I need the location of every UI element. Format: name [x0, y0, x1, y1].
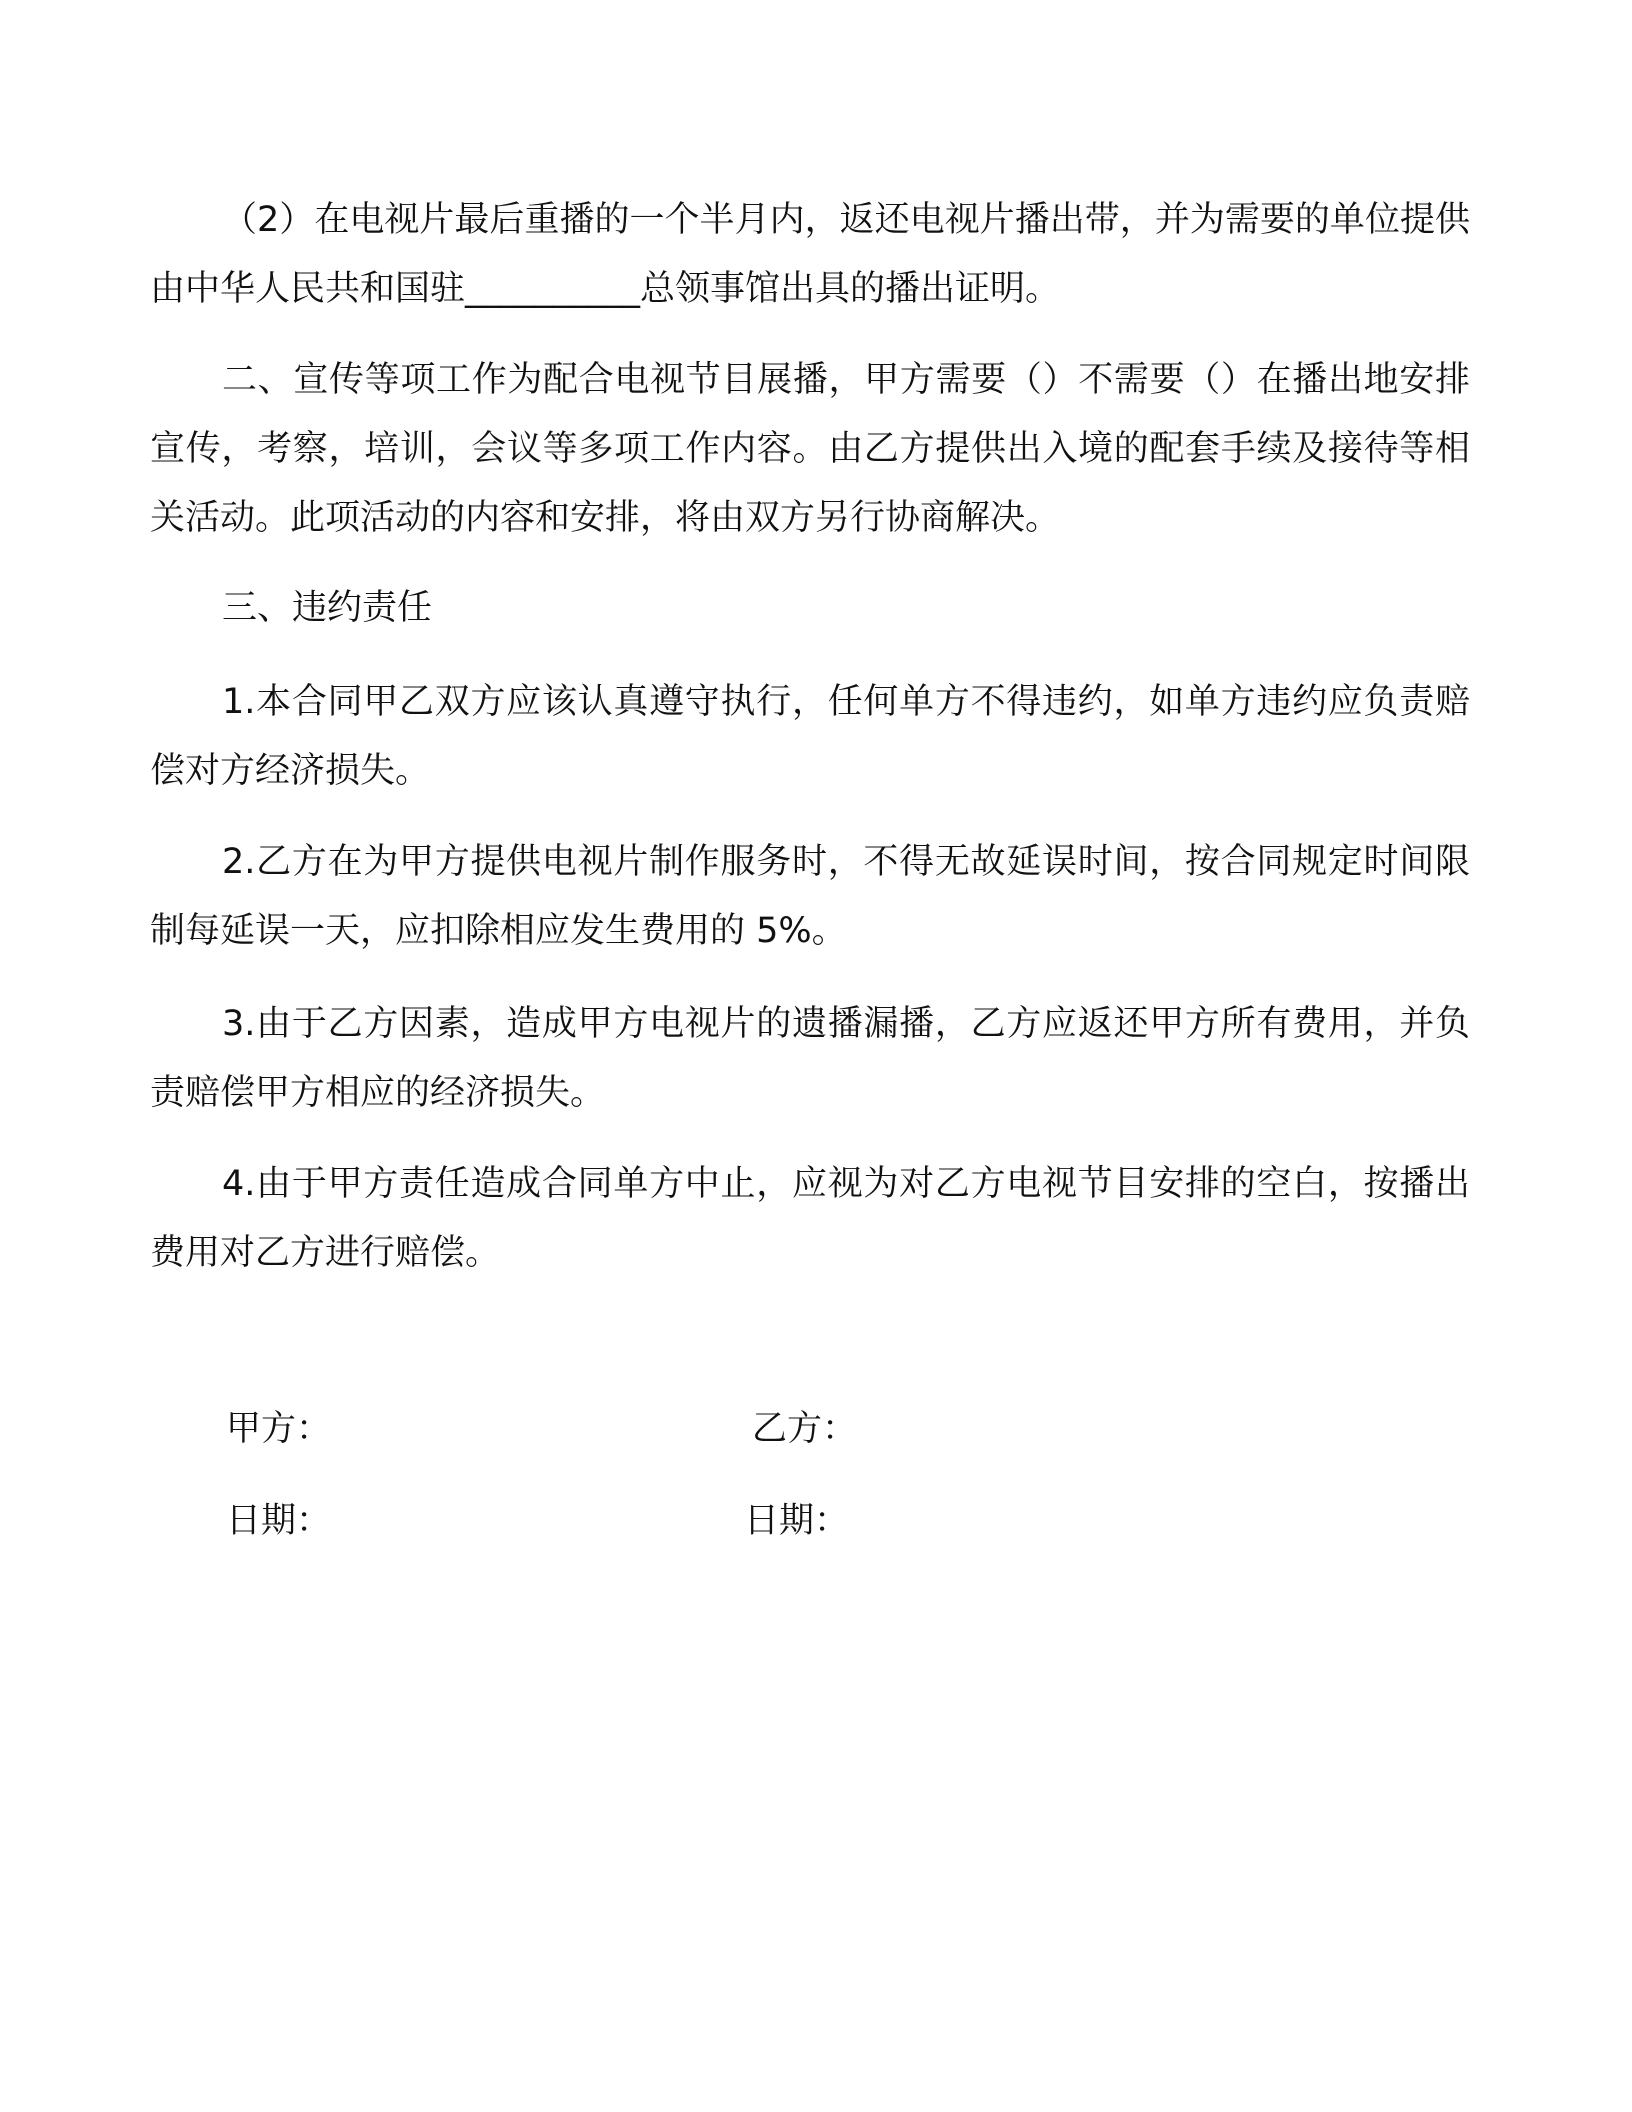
paragraph-broadcast-tape-return: （2）在电视片最后重播的一个半月内，返还电视片播出带，并为需要的单位提供由中华人民共和国驻__________总领事馆出具的播出证明。 [150, 200, 1470, 309]
party-a-label: 甲方： [226, 1409, 332, 1449]
section-heading-breach-liability: 三、违约责任 [222, 588, 433, 628]
party-b-date-label: 日期： [744, 1501, 850, 1541]
paragraph-promotion-work: 二、宣传等项工作为配合电视节目展播，甲方需要（）不需要（）在播出地安排宣传，考察，培训，会议等多项工作内容。由乙方提供出入境的配套手续及接待等相关活动。此项活动的内容和安排，将由双方另行协商解决。 [150, 360, 1470, 538]
party-a-date-label: 日期： [226, 1501, 332, 1541]
party-b-label: 乙方： [752, 1409, 858, 1449]
clause-3-missed-broadcast: 3.由于乙方因素，造成甲方电视片的遗播漏播，乙方应返还甲方所有费用，并负责赔偿甲方相应的经济损失。 [150, 1004, 1470, 1113]
clause-1-compliance: 1.本合同甲乙双方应该认真遵守执行，任何单方不得违约，如单方违约应负责赔偿对方经济损失。 [150, 682, 1470, 791]
clause-4-termination: 4.由于甲方责任造成合同单方中止，应视为对乙方电视节目安排的空白，按播出费用对乙方进行赔偿。 [150, 1164, 1470, 1273]
clause-2-delay-penalty: 2.乙方在为甲方提供电视片制作服务时，不得无故延误时间，按合同规定时间限制每延误一天，应扣除相应发生费用的 5%。 [150, 842, 1470, 951]
